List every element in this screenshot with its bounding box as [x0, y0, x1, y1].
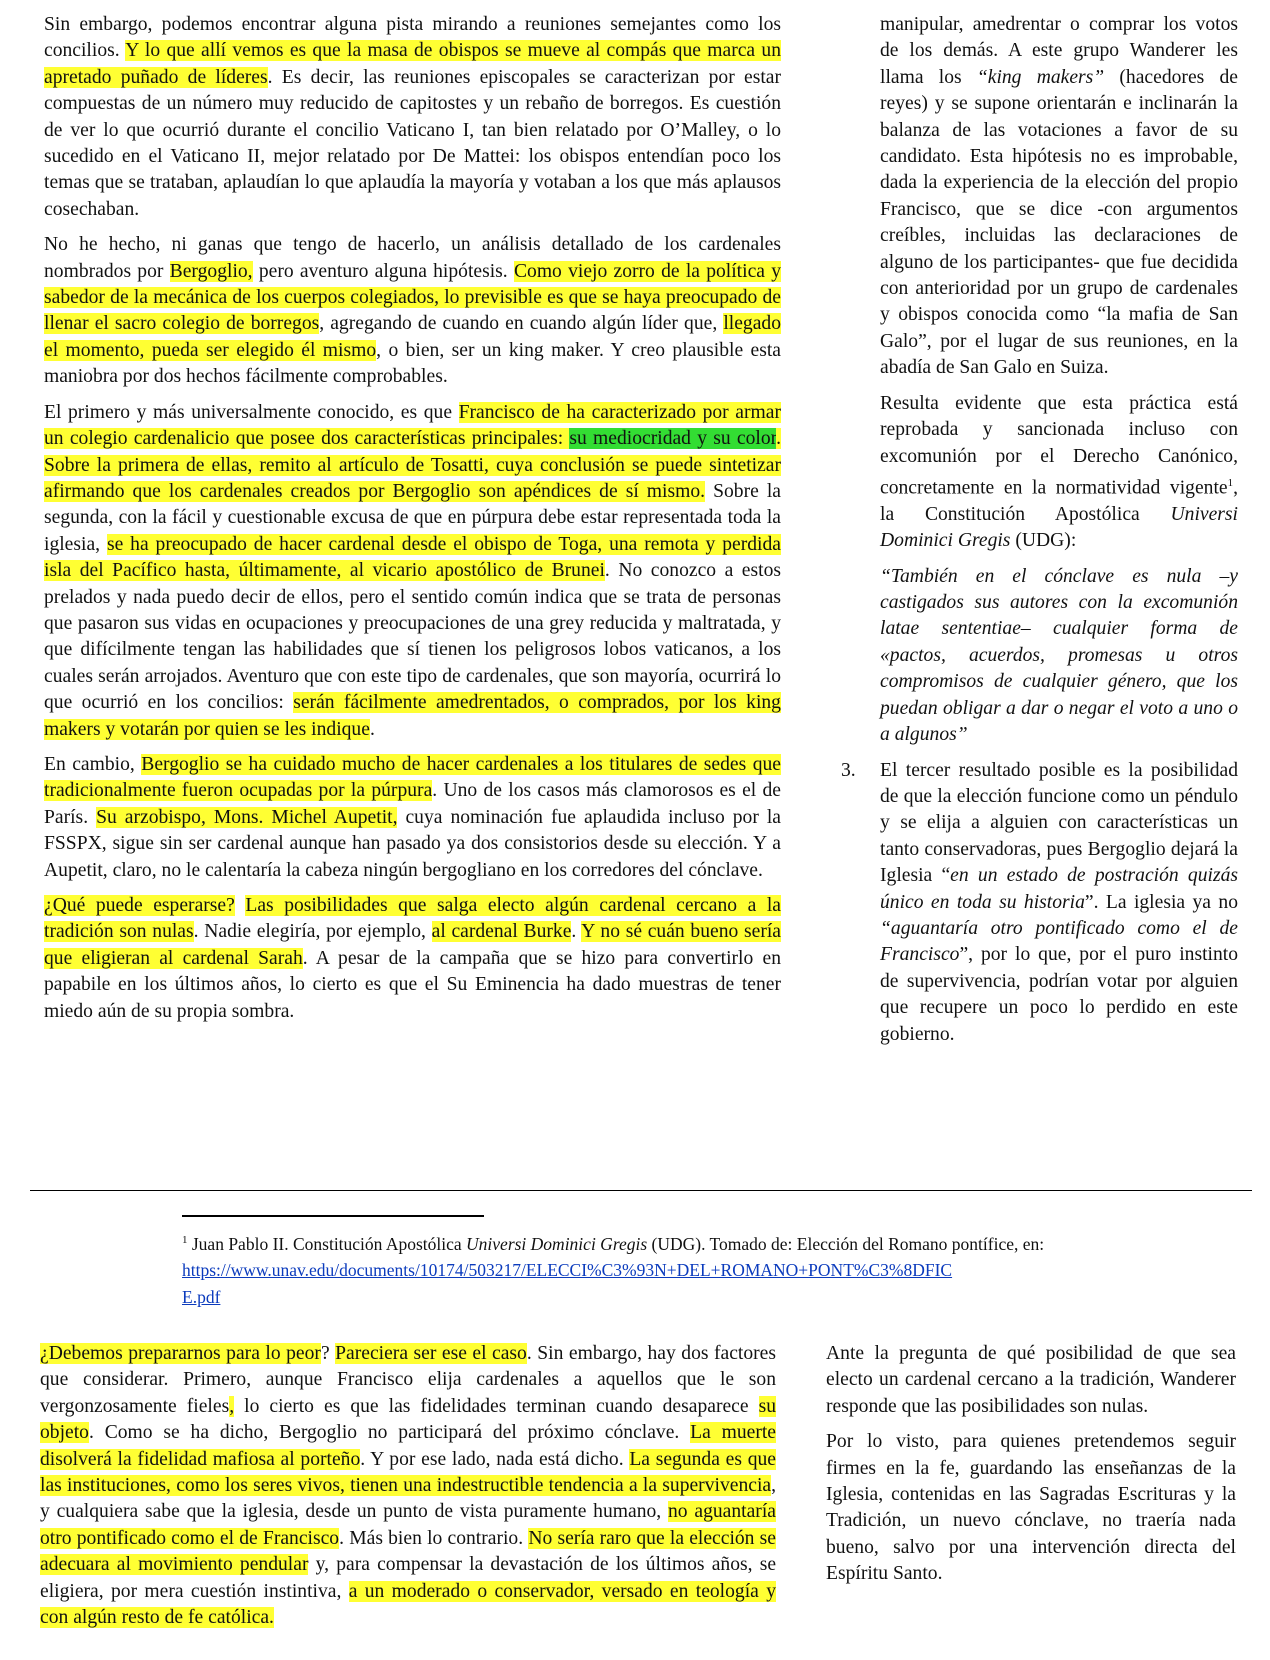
paragraph-concilios: Sin embargo, podemos encontrar alguna pista mirando a reuniones semejantes como los concilios. Y lo que allí vemos es que la masa de obispos se mueve al compás que marca un apretado puñado de líderes. Es decir, las reuniones episcopales se caracterizan por estar compuestas de un número muy reducido de capitostes y un rebaño de borregos. Es cuestión de ver lo que ocurrió durante el concilio Vaticano I, tan bien relatado por O’Malley, o lo sucedido en el Vaticano II, mejor relatado por De Mattei: los obispos entendían poco los temas que se trataban, aplaudían lo que aplaudía la mayoría y votaban a los que más aplausos cosechaban.: [44, 14, 781, 220]
highlight: La muerte disolverá la fidelidad mafiosa al porteño: [40, 1422, 776, 1470]
highlight: a un moderado o conservador, versado en teología y con algún resto de fe católica.: [40, 1580, 776, 1629]
footnote-ref: 1: [1227, 476, 1234, 489]
bottom-right-column: [826, 1341, 1236, 1597]
highlight: La segunda es que las instituciones, como los seres vivos, tienen una indestructible tendencia a la supervivencia: [40, 1448, 776, 1497]
paragraph-primero: El primero y más universalmente conocido, es que Francisco de ha caracterizado por armar un colegio cardenalicio que posee dos características principales: su mediocridad y su color. Sobre la primera de ellas, remito al artículo de Tosatti, cuya conclusión se puede sintetizar afirmando que los cardenales creados por Bergoglio son apéndices de sí mismo. Sobre la segunda, con la fácil y cuestionable excusa de que en púrpura debe estar representada toda la iglesia, se ha preocupado de hacer cardenal desde el obispo de Toga, una remota y perdida isla del Pacífico hasta, últimamente, al vicario apostólico de Brunei. No conozco a estos prelados y nada puedo decir de ellos, pero el sentido común indica que se trata de personas que pasaron sus vidas en ocupaciones y preocupaciones de una grey reducida y maltratada, y que difícilmente tengan las habilidades que sí tienen los peligrosos lobos vaticanos, a los cuales serán arrojados. Aventuro que con este tipo de cardenales, que son mayoría, ocurrirá lo que ocurrió en los concilios: serán fácilmente amedrentados, o comprados, por los king makers y votarán por quien se les indique.: [44, 401, 782, 740]
highlight: se ha preocupado de hacer cardenal desde el obispo de Toga, una remota y perdida isla del Pacífico hasta, últimamente, al vicario apostólico de Brunei: [44, 533, 781, 582]
paragraph-wanderer-responde: Ante la pregunta de qué posibilidad de que sea electo un cardenal cercano a la tradición, Wanderer responde que las posibilidades son nulas.: [826, 1343, 1236, 1417]
highlight: ,: [229, 1395, 235, 1417]
highlight: Bergoglio,: [169, 260, 253, 282]
highlight-green: su mediocridad y su color: [569, 428, 777, 450]
highlight: al cardenal Burke: [431, 921, 572, 943]
list-number: 3.: [841, 759, 856, 781]
highlight: su objeto: [40, 1395, 777, 1444]
paragraph-prepararnos: ¿Debemos prepararnos para lo peor? Pareciera ser ese el caso. Sin embargo, hay dos factores que considerar. Primero, aunque Francisco elija cardenales a aquellos que le son vergonzosamente fieles, lo cierto es que las fidelidades terminan cuando desaparece su objeto. Como se ha dicho, Bergoglio no participará del próximo cónclave. La muerte disolverá la fidelidad mafiosa al porteño. Y por ese lado, nada está dicho. La segunda es que las instituciones, como los seres vivos, tienen una indestructible tendencia a la supervivencia, y cualquiera sabe que la iglesia, desde un punto de vista puramente humano, no aguantaría otro pontificado como el de Francisco. Más bien lo contrario. No sería raro que la elección se adecuara al movimiento pendular y, para compensar la devastación de los últimos años, se eligiera, por mera cuestión instintiva, a un moderado o conservador, versado en teología y con algún resto de fe católica.: [40, 1343, 777, 1629]
page-separator: [30, 1190, 1252, 1191]
highlight: Francisco de ha caracterizado por armar un colegio cardenalicio que posee dos características principales:: [44, 401, 781, 450]
footnote: $^1$ Juan Pablo II. Constitución Apostólica Universi Dominici Gregis (UDG). Tomado de: Elección del Romano pontífice, en: https://www.unav.edu/documents/10174/503217/ELECCI%C3%93N+DEL+ROMANO+PONT%C3%8DFIC E.pdf: [182, 1233, 1045, 1307]
paragraph-que-esperarse: ¿Qué puede esperarse? Las posibilidades que salga electo algún cardenal cercano a la tradición son nulas. Nadie elegiría, por ejemplo, al cardenal Burke. Y no sé cuán bueno sería que eligieran al cardenal Sarah. A pesar de la campaña que se hizo para convertirlo en papabile en los últimos años, lo cierto es que el Su Eminencia ha dado muestras de tener miedo aún de su propia sombra.: [44, 895, 781, 1022]
highlight: No sería raro que la elección se adecuara al movimiento pendular: [40, 1527, 776, 1576]
highlight: . Sobre la primera de ellas, remito al artículo de Tosatti, cuya conclusión se puede sintetizar afirmando que los cardenales creados por Bergoglio son apéndices de sí mismo.: [44, 428, 781, 502]
highlight: Y no sé cuán bueno sería que eligieran al cardenal Sarah: [44, 921, 781, 969]
footnote-link[interactable]: https://www.unav.edu/documents/10174/503217/ELECCI%C3%93N+DEL+ROMANO+PONT%C3%8DFIC E.pdf: [182, 1260, 953, 1307]
highlight: no aguantaría otro pontificado como el de Francisco: [40, 1501, 776, 1549]
highlight: Bergoglio se ha cuidado mucho de hacer cardenales a los titulares de sedes que tradicionalmente fueron ocupadas por la púrpura: [44, 753, 781, 802]
paragraph-conclusion: Por lo visto, para quienes pretendemos seguir firmes en la fe, guardando las enseñanzas de la Iglesia, contenidas en las Sagradas Escrituras y la Tradición, un nuevo cónclave, no traería nada bueno, salvo por una intervención directa del Espíritu Santo.: [826, 1431, 1236, 1585]
top-right-column: [841, 12, 1238, 1057]
highlight: ¿Qué puede esperarse?: [44, 895, 235, 916]
highlight: Las posibilidades que salga electo algún cardenal cercano a la tradición son nulas: [44, 895, 781, 943]
top-left-column: [44, 12, 781, 1034]
highlight: Como viejo zorro de la política y sabedor de la mecánica de los cuerpos colegiados, lo previsible es que se haya preocupado de llenar el sacro colegio de borregos: [44, 260, 781, 335]
paragraph-derecho-canonico: Resulta evidente que esta práctica está reprobada y sancionada incluso con excomunión por el Derecho Canónico, concretamente en la normatividad vigente$^1$, la Constitución Apostólica Universi Dominici Gregis (UDG):: [880, 392, 1238, 552]
footnote-rule: [182, 1215, 484, 1217]
paragraph-en-cambio: En cambio, Bergoglio se ha cuidado mucho de hacer cardenales a los titulares de sedes que tradicionalmente fueron ocupadas por la púrpura. Uno de los casos más clamorosos es el de París. Su arzobispo, Mons. Michel Aupetit, cuya nominación fue aplaudida incluso por la FSSPX, sigue sin ser cardenal aunque han pasado ya dos consistorios desde su elección. Y a Aupetit, claro, no le calentaría la cabeza ningún bergogliano en los corredores del cónclave.: [44, 753, 782, 881]
highlight: Su arzobispo, Mons. Michel Aupetit,: [96, 806, 398, 828]
highlight: Y lo que allí vemos es que la masa de obispos se mueve al compás que marca un apretado puñado de líderes: [44, 40, 781, 88]
bottom-left-column: [40, 1341, 776, 1640]
list-item-3: 3. El tercer resultado posible es la posibilidad de que la elección funcione como un péndulo y se elija a alguien con características un tanto conservadoras, pues Bergoglio dejará la Iglesia “en un estado de postración quizás único en toda su historia”. La iglesia ya no “aguantaría otro pontificado como el de Francisco”, por lo que, por el puro instinto de supervivencia, podrían votar por alguien que recupere un poco lo perdido en este gobierno.: [841, 759, 1238, 1045]
paragraph-hipotesis: No he hecho, ni ganas que tengo de hacerlo, un análisis detallado de los cardenales nombrados por Bergoglio, pero aventuro alguna hipótesis. Como viejo zorro de la política y sabedor de la mecánica de los cuerpos colegiados, lo previsible es que se haya preocupado de llenar el sacro colegio de borregos, agregando de cuando en cuando algún líder que, llegado el momento, pueda ser elegido él mismo, o bien, ser un king maker. Y creo plausible esta maniobra por dos hechos fácilmente comprobables.: [44, 234, 781, 388]
paragraph-king-makers: manipular, amedrentar o comprar los votos de los demás. A este grupo Wanderer les llama los “king makers” (hacedores de reyes) y se supone orientarán e inclinarán la balanza de las votaciones a favor de su candidato. Esta hipótesis no es improbable, dada la experiencia de la elección del propio Francisco, que se dice -con argumentos creíbles, incluidas las declaraciones de alguno de los participantes- que fue decidida con anterioridad por un grupo de cardenales y obispos conocida como “la mafia de San Galo”, por el lugar de sus reuniones, en la abadía de San Galo en Suiza.: [880, 14, 1238, 379]
highlight: Pareciera ser ese el caso: [335, 1343, 527, 1364]
highlight: ¿Debemos prepararnos para lo peor: [40, 1343, 321, 1364]
highlight: serán fácilmente amedrentados, o comprados, por los king makers y votarán por quien se les indique: [44, 692, 781, 740]
udg-quote: “También en el cónclave es nula –y castigados sus autores con la excomunión latae sententiae– cualquier forma de «pactos, acuerdos, promesas u otros compromisos de cualquier género, que los puedan obligar a dar o negar el voto a uno o a algunos”: [880, 565, 1238, 746]
highlight: llegado el momento, pueda ser elegido él mismo: [44, 313, 781, 361]
